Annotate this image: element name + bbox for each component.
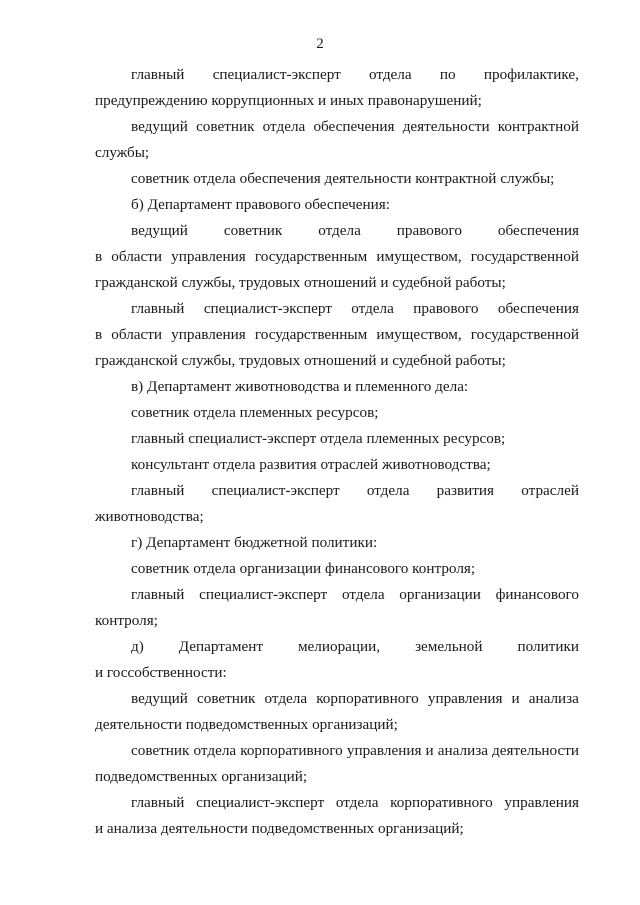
word: отдела — [351, 300, 394, 317]
word: специалист-эксперт — [199, 586, 328, 603]
text-line — [95, 790, 579, 816]
text-line — [95, 322, 579, 348]
word: государственным — [254, 326, 368, 343]
word: советник — [223, 222, 283, 239]
text-line: советник отдела организации финансового контроля; — [131, 560, 476, 577]
word: правового — [413, 300, 479, 317]
word: ведущий — [131, 222, 188, 239]
word: отдела — [366, 482, 410, 499]
word: Департамент — [178, 638, 263, 655]
text-line: гражданской службы, трудовых отношений и судебной работы; — [95, 274, 506, 291]
word: государственной — [470, 248, 579, 265]
word: главный — [131, 300, 185, 317]
word: и — [425, 742, 434, 759]
word: обеспечения — [497, 300, 579, 317]
text-line: службы; — [95, 144, 150, 161]
text-line: главный специалист-эксперт отдела племенных ресурсов; — [131, 430, 506, 447]
word: отдела — [318, 222, 361, 239]
text-line: и анализа деятельности подведомственных организаций; — [95, 820, 464, 837]
text-line: гражданской службы, трудовых отношений и судебной работы; — [95, 352, 506, 369]
word: деятельности — [402, 118, 490, 135]
word: главный — [131, 794, 185, 811]
text-line — [95, 114, 579, 140]
word: корпоративного — [240, 742, 343, 759]
word: советник — [196, 690, 256, 707]
word: по — [439, 66, 456, 83]
word: корпоративного — [316, 690, 419, 707]
text-line — [95, 296, 579, 322]
text-line: советник отдела обеспечения деятельности контрактной службы; — [131, 170, 555, 187]
text-line: предупреждению коррупционных и иных правонарушений; — [95, 92, 482, 109]
word: отдела — [262, 118, 306, 135]
word: отдела — [264, 690, 308, 707]
word: анализа — [528, 690, 579, 707]
word: профилактике, — [483, 66, 579, 83]
word: главный — [131, 66, 185, 83]
word: развития — [436, 482, 495, 499]
word: отраслей — [521, 482, 579, 499]
word: специалист-эксперт — [196, 794, 325, 811]
text-block — [95, 62, 579, 842]
word: корпоративного — [390, 794, 493, 811]
word: советник — [196, 118, 255, 135]
word: анализа — [437, 742, 488, 759]
word: мелиорации, — [297, 638, 381, 655]
word: имуществом, — [376, 248, 462, 265]
word: организации — [399, 586, 481, 603]
word: области — [111, 326, 163, 343]
word: отдела — [193, 742, 237, 759]
text-line: б) Департамент правового обеспечения: — [131, 196, 390, 213]
text-line: советник отдела племенных ресурсов; — [131, 404, 379, 421]
word: отдела — [341, 586, 385, 603]
word: в — [95, 326, 103, 343]
word: области — [111, 248, 163, 265]
word: обеспечения — [313, 118, 395, 135]
text-line: деятельности подведомственных организаций; — [95, 716, 398, 733]
word: ведущий — [131, 118, 188, 135]
word: земельной — [415, 638, 483, 655]
text-line — [95, 738, 579, 764]
word: политики — [517, 638, 579, 655]
word: специалист-эксперт — [203, 300, 332, 317]
word: и — [511, 690, 520, 707]
word: отдела — [369, 66, 412, 83]
text-line: животноводства; — [95, 508, 204, 525]
page-number: 2 — [316, 36, 324, 52]
word: контрактной — [497, 118, 579, 135]
text-line: подведомственных организаций; — [95, 768, 308, 785]
text-line — [95, 62, 579, 88]
text-line: и госсобственности: — [95, 664, 227, 681]
text-line — [95, 582, 579, 608]
word: специалист-эксперт — [212, 66, 341, 83]
word: государственной — [470, 326, 579, 343]
word: правового — [396, 222, 462, 239]
word: государственным — [254, 248, 368, 265]
text-line — [95, 218, 579, 244]
word: отдела — [335, 794, 379, 811]
word: имуществом, — [376, 326, 462, 343]
word: главный — [131, 482, 185, 499]
word: деятельности — [492, 742, 579, 759]
word: специалист-эксперт — [211, 482, 340, 499]
text-line: г) Департамент бюджетной политики: — [131, 534, 378, 551]
text-line: контроля; — [95, 612, 158, 629]
text-line — [95, 634, 579, 660]
word: в — [95, 248, 103, 265]
word: управления — [427, 690, 503, 707]
text-line: консультант отдела развития отраслей животноводства; — [131, 456, 491, 473]
word: управления — [171, 248, 246, 265]
text-line — [95, 686, 579, 712]
word: управления — [504, 794, 579, 811]
text-line: в) Департамент животноводства и племенного дела: — [131, 378, 469, 395]
text-line — [95, 478, 579, 504]
word: обеспечения — [497, 222, 579, 239]
word: д) — [131, 638, 144, 655]
word: управления — [171, 326, 246, 343]
word: управления — [346, 742, 422, 759]
word: главный — [131, 586, 185, 603]
word: ведущий — [131, 690, 188, 707]
word: финансового — [495, 586, 579, 603]
word: советник — [131, 742, 190, 759]
text-line — [95, 244, 579, 270]
document-body — [95, 62, 579, 842]
